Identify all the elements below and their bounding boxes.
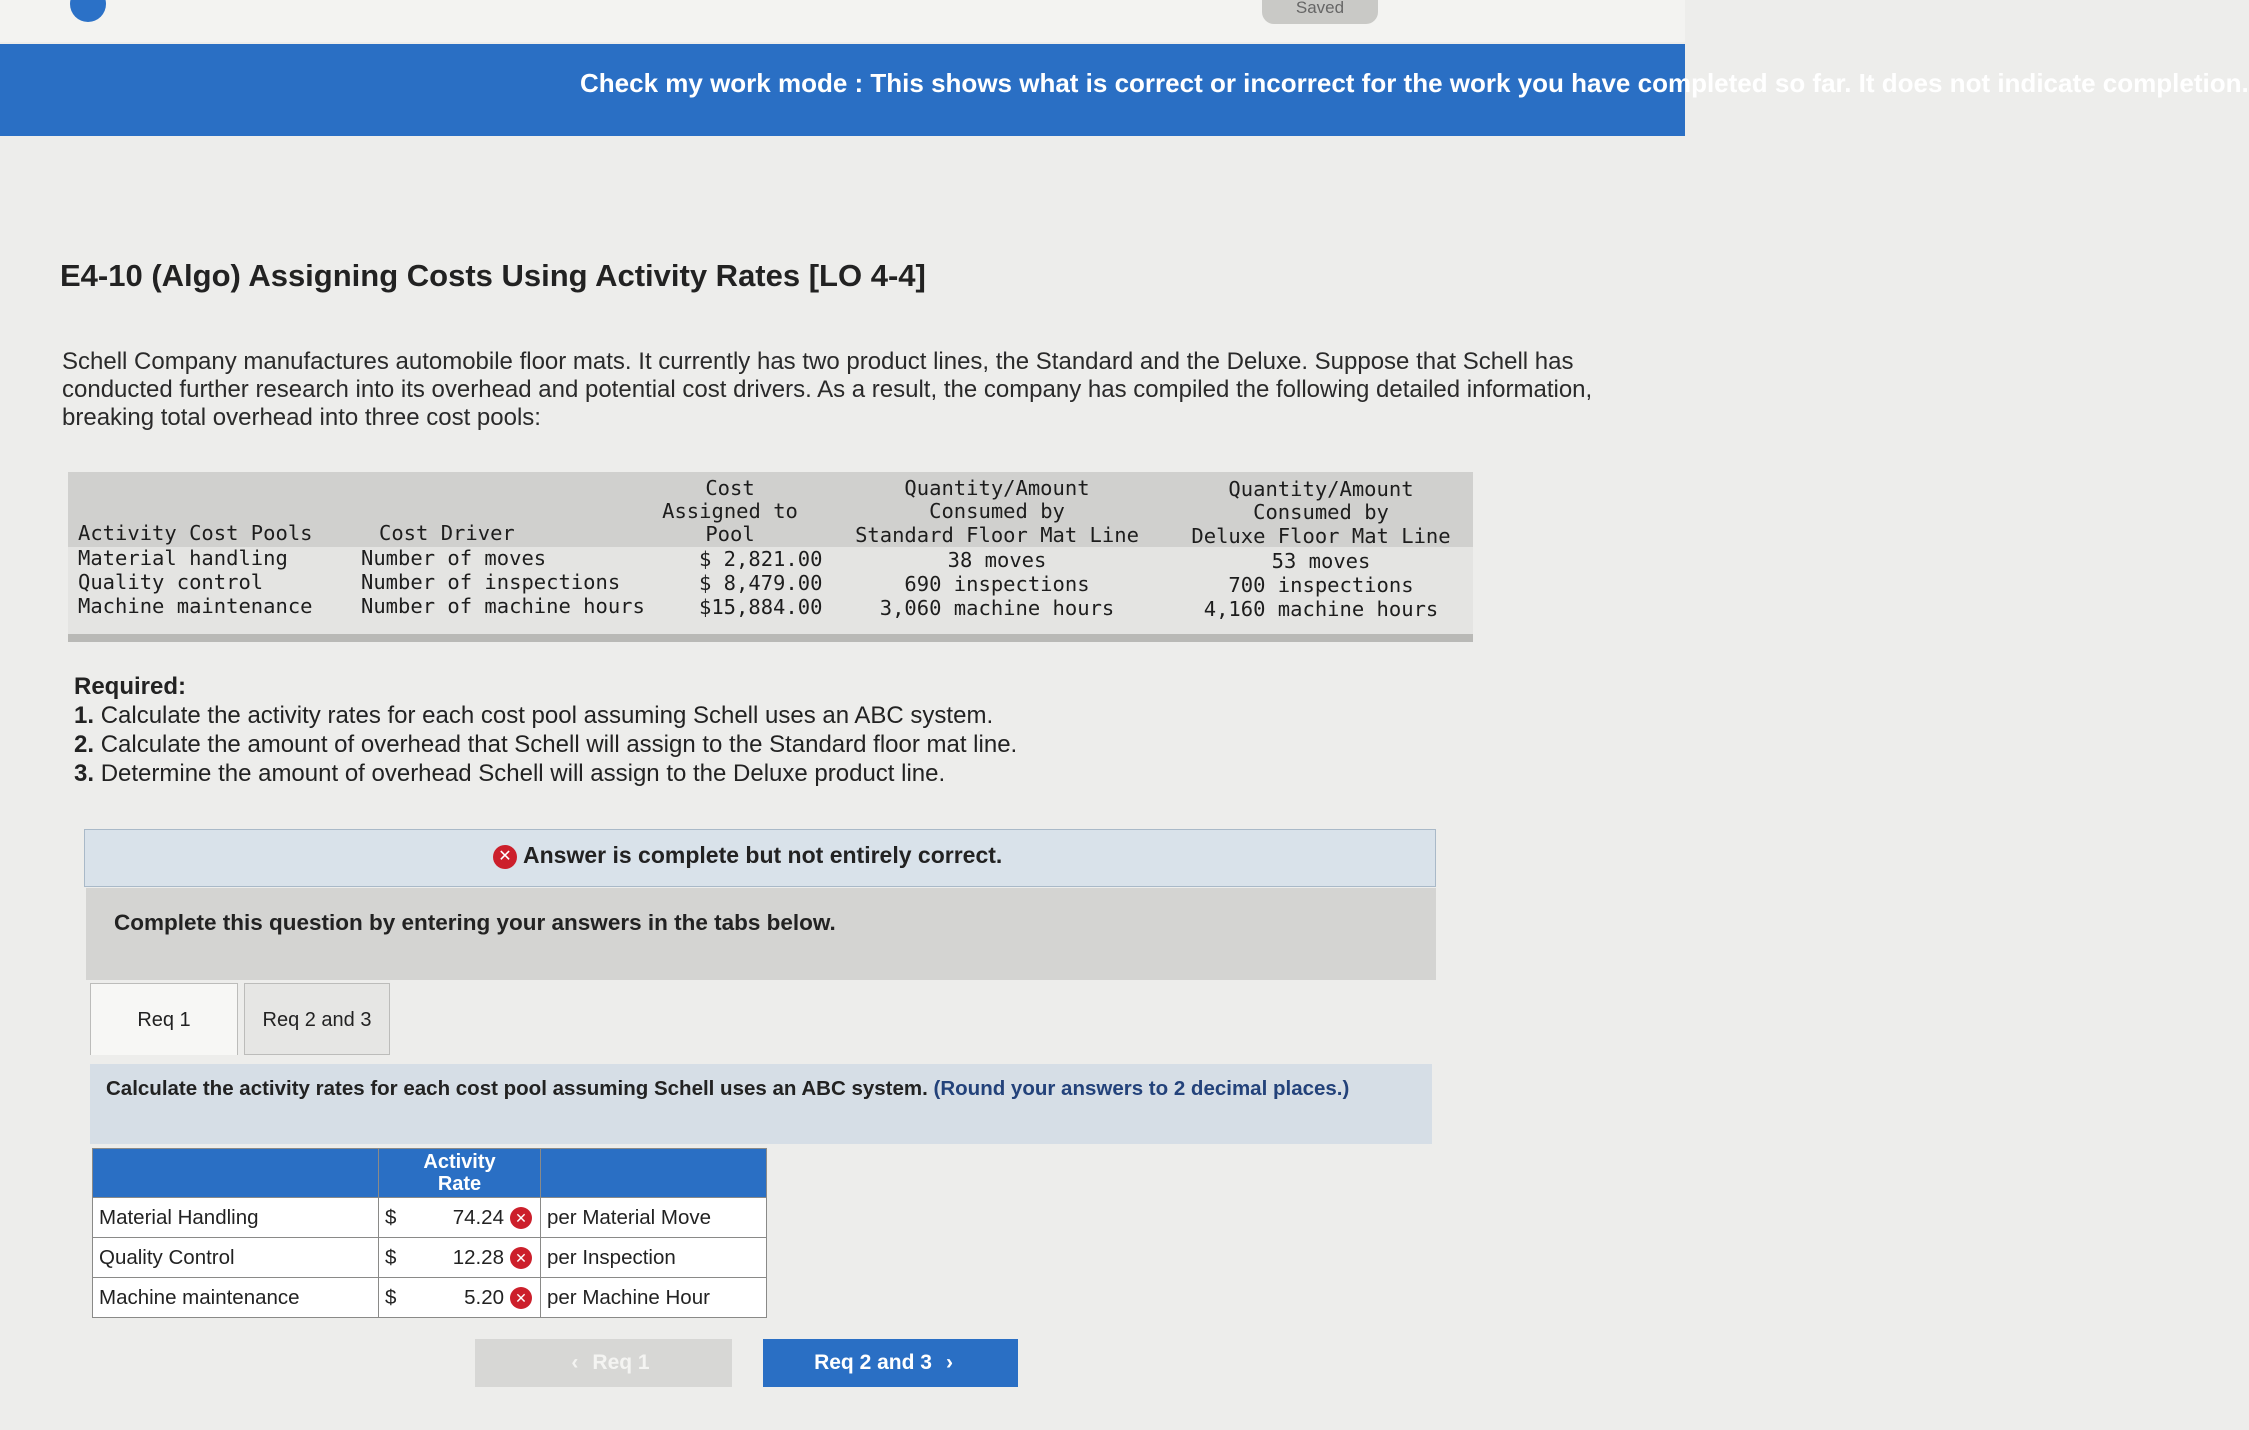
problem-intro: Schell Company manufactures automobile floor mats. It currently has two product lines, the Standard and the Deluxe. Suppose that Schell has conducted further research into its overhead and potential cost drivers. As a result, the company has compiled the following detailed information, breaking total overhead into three cost pools: bbox=[62, 348, 1593, 431]
row-deluxe: 53 moves bbox=[1271, 549, 1371, 573]
x-circle-icon: ✕ bbox=[493, 845, 517, 869]
rounding-note: (Round your answers to 2 decimal places.) bbox=[933, 1077, 1350, 1100]
rate-input[interactable]: 12.28 ✕ bbox=[409, 1238, 541, 1278]
header-cost-driver: Cost Driver bbox=[379, 521, 515, 545]
required-heading: Required: bbox=[74, 673, 187, 700]
chevron-left-icon: ‹ bbox=[571, 1351, 579, 1374]
row-deluxe: 4,160 machine hours bbox=[1203, 597, 1439, 621]
required-item: 1. Calculate the activity rates for each cost pool assuming Schell uses an ABC system. bbox=[74, 702, 994, 729]
activity-rate-table bbox=[92, 1148, 767, 1318]
rate-label: Machine maintenance bbox=[93, 1278, 379, 1318]
rate-input[interactable]: 5.20 ✕ bbox=[409, 1278, 541, 1318]
header-deluxe-line3: Deluxe Floor Mat Line bbox=[1191, 524, 1451, 548]
table-row bbox=[93, 1278, 767, 1318]
header-standard-line1: Quantity/Amount bbox=[904, 476, 1090, 500]
question-prompt bbox=[90, 1064, 1432, 1144]
row-pool: Material handling bbox=[78, 546, 288, 570]
row-pool: Machine maintenance bbox=[78, 594, 313, 618]
top-strip bbox=[0, 0, 1685, 42]
header-cost-assigned-line3: Pool bbox=[705, 522, 755, 546]
header-deluxe-line1: Quantity/Amount bbox=[1228, 477, 1414, 501]
row-driver: Number of moves bbox=[361, 546, 547, 570]
chevron-right-icon: › bbox=[945, 1351, 953, 1374]
rate-unit: per Inspection bbox=[541, 1238, 767, 1278]
header-standard-line3: Standard Floor Mat Line bbox=[855, 523, 1139, 547]
table-row bbox=[93, 1198, 767, 1238]
rate-unit: per Machine Hour bbox=[541, 1278, 767, 1318]
answer-feedback bbox=[84, 829, 1436, 887]
currency-sign: $ bbox=[379, 1278, 409, 1318]
next-req-button[interactable]: Req 2 and 3 › bbox=[763, 1339, 1018, 1387]
problem-title: E4-10 (Algo) Assigning Costs Using Activity Rates [LO 4-4] bbox=[60, 258, 926, 293]
prev-req-button[interactable]: ‹ Req 1 bbox=[475, 1339, 732, 1387]
header-cost-assigned-line1: Cost bbox=[705, 476, 755, 500]
currency-sign: $ bbox=[379, 1198, 409, 1238]
tab-req-2-and-3[interactable]: Req 2 and 3 bbox=[244, 983, 390, 1055]
saved-status: Saved bbox=[1262, 0, 1378, 24]
row-standard: 3,060 machine hours bbox=[879, 596, 1115, 620]
x-circle-icon: ✕ bbox=[510, 1207, 532, 1229]
required-item: 2. Calculate the amount of overhead that Schell will assign to the Standard floor mat line. bbox=[74, 731, 1018, 758]
x-circle-icon: ✕ bbox=[510, 1247, 532, 1269]
row-driver: Number of machine hours bbox=[361, 594, 645, 618]
tab-req-1[interactable]: Req 1 bbox=[90, 983, 238, 1055]
row-cost: $ 2,821.00 bbox=[699, 547, 823, 571]
question-text: Calculate the activity rates for each cost pool assuming Schell uses an ABC system. bbox=[106, 1077, 928, 1100]
table-header-unit bbox=[541, 1149, 767, 1198]
row-driver: Number of inspections bbox=[361, 570, 621, 594]
row-standard: 690 inspections bbox=[904, 572, 1090, 596]
header-deluxe-line2: Consumed by bbox=[1253, 500, 1389, 524]
row-deluxe: 700 inspections bbox=[1228, 573, 1414, 597]
table-header-activity-rate: Activity Rate bbox=[379, 1149, 541, 1198]
cost-pool-table bbox=[68, 472, 1473, 642]
row-pool: Quality control bbox=[78, 570, 264, 594]
rate-label: Quality Control bbox=[93, 1238, 379, 1278]
row-standard: 38 moves bbox=[947, 548, 1047, 572]
rate-unit: per Material Move bbox=[541, 1198, 767, 1238]
feedback-text: Answer is complete but not entirely correct. bbox=[523, 842, 1003, 868]
required-item: 3. Determine the amount of overhead Schell will assign to the Deluxe product line. bbox=[74, 760, 946, 787]
rate-label: Material Handling bbox=[93, 1198, 379, 1238]
table-header-empty bbox=[93, 1149, 379, 1198]
header-cost-assigned-line2: Assigned to bbox=[662, 499, 798, 523]
check-my-work-banner: Check my work mode : This shows what is correct or incorrect for the work you have completed so far. It does not indicate completion. bbox=[0, 44, 1685, 136]
header-activity-cost-pools: Activity Cost Pools bbox=[78, 521, 313, 545]
required-section bbox=[74, 672, 1017, 788]
row-cost: $ 8,479.00 bbox=[699, 571, 823, 595]
instruction-banner: Complete this question by entering your answers in the tabs below. bbox=[86, 888, 1436, 980]
rate-input[interactable]: 74.24 ✕ bbox=[409, 1198, 541, 1238]
table-divider bbox=[68, 634, 1473, 642]
row-cost: $15,884.00 bbox=[699, 595, 823, 619]
x-circle-icon: ✕ bbox=[510, 1287, 532, 1309]
table-row bbox=[93, 1238, 767, 1278]
header-standard-line2: Consumed by bbox=[929, 499, 1065, 523]
currency-sign: $ bbox=[379, 1238, 409, 1278]
